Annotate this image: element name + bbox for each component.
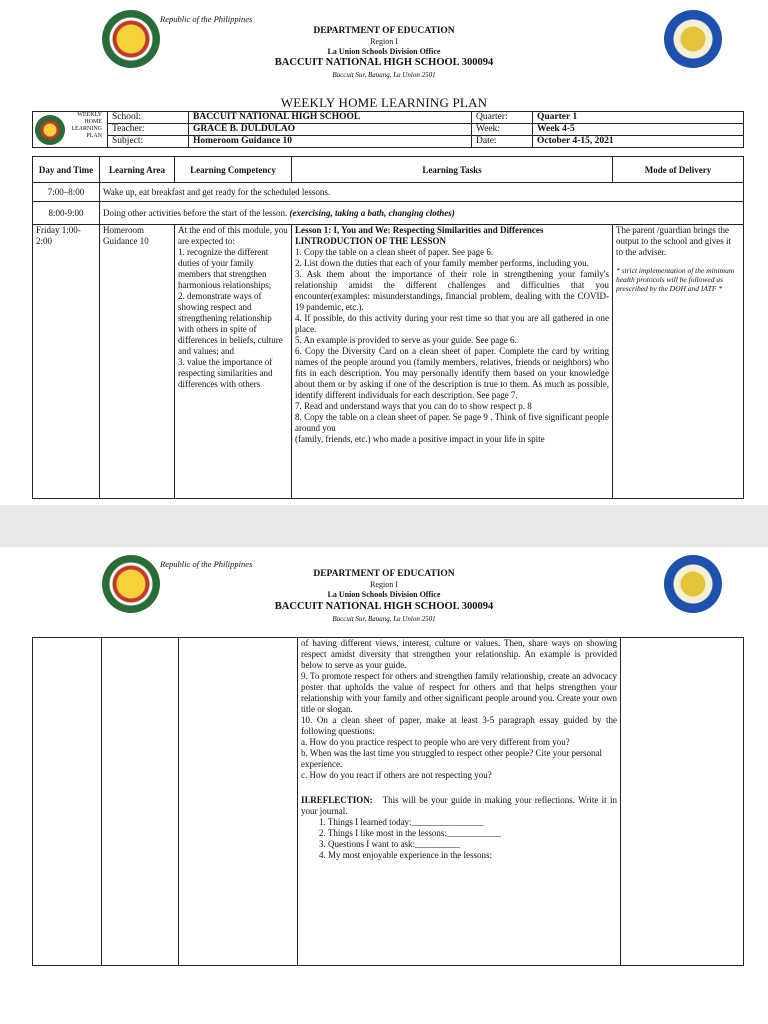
lesson-time <box>33 638 102 966</box>
reflection-item: 3. Questions I want to ask:__________ <box>319 839 460 849</box>
mini-label-line: WEEKLY <box>77 112 102 118</box>
col-day-time: Day and Time <box>33 157 100 183</box>
page-1 <box>0 0 768 505</box>
logo-cell <box>33 112 108 148</box>
reflection-text: This will be your guide in making your reflections. Write it in your journal. <box>301 795 617 816</box>
teacher-value: GRACE B. DULDULAO <box>189 124 472 136</box>
competency-cell <box>179 638 298 966</box>
school-address: Baccuit Sur, Bauang, La Union 2501 <box>332 615 436 623</box>
learning-plan-table-continued <box>32 637 744 966</box>
task-item: 7. Read and understand ways that you can do to show respect p. 8 <box>295 401 532 411</box>
competency-line: At the end of this module, you are expected to: <box>178 225 288 246</box>
row-activity <box>100 202 744 225</box>
quarter-value: Quarter 1 <box>533 112 744 124</box>
division-label: La Union Schools Division Office <box>327 590 441 599</box>
task-item: 9. To promote respect for others and strengthen family relationship, create an advocacy poster that upholds the value of respect for others and that helps strengthen your relationship with your family and other significant people around you. Create your own title or slogan. <box>301 671 617 714</box>
page-title: WEEKLY HOME LEARNING PLAN <box>280 95 488 110</box>
region-label: Region I <box>370 37 398 46</box>
task-item: 1. Copy the table on a clean sheet of paper. See page 6. <box>295 247 494 257</box>
school-name: BACCUIT NATIONAL HIGH SCHOOL 300094 <box>274 601 494 612</box>
task-item: 2. List down the duties that each of your family member performs, including you. <box>295 258 589 268</box>
info-table <box>32 111 744 148</box>
task-item: experience. <box>301 759 343 769</box>
section-introduction: I.INTRODUCTION OF THE LESSON <box>295 236 447 246</box>
mini-label-line: PLAN <box>86 133 102 139</box>
page-gap <box>0 505 768 547</box>
competency-line: 2. demonstrate ways of showing respect and strengthening relationship <box>178 291 272 323</box>
row-time: 8:00-9:00 <box>33 202 100 225</box>
competency-line: with others in spite of differences in beliefs, culture and values; and <box>178 324 283 356</box>
task-item: (family, friends, etc.) who made a positive impact in your life in spite <box>295 434 545 444</box>
reflection-item: 1. Things I learned today:________________ <box>319 817 484 827</box>
week-value: Week 4-5 <box>533 124 744 136</box>
col-learning-area: Learning Area <box>100 157 175 183</box>
col-mode-delivery: Mode of Delivery <box>613 157 744 183</box>
date-label: Date: <box>472 136 533 148</box>
learning-plan-table <box>32 156 744 499</box>
task-item: b. When was the last time you struggled to respect other people? Cite your personal <box>301 748 603 758</box>
task-item: 6. Copy the Diversity Card on a clean sheet of paper. Complete the card by writing names of the people around you (family members, relatives, friends or neighbors) who fits in each description. You may personally identify them based on your knowledge about them or by asking if one of the description is true to them. As much as possible, identify different individuals for each description. See page 7. <box>295 346 609 400</box>
activity-text: Doing other activities before the start of the lesson. <box>103 207 288 218</box>
page-2 <box>0 547 768 1024</box>
row-activity: Wake up, eat breakfast and get ready for the scheduled lessons. <box>100 183 744 202</box>
department-name: DEPARTMENT OF EDUCATION <box>313 26 455 36</box>
col-learning-tasks: Learning Tasks <box>292 157 613 183</box>
tasks-cell <box>292 225 613 499</box>
school-address: Baccuit Sur, Bauang, La Union 2501 <box>332 71 436 79</box>
quarter-label: Quarter: <box>472 112 533 124</box>
reflection-item: 4. My most enjoyable experience in the lessons: <box>319 850 492 860</box>
tasks-cell <box>298 638 621 966</box>
region-label: Region I <box>370 580 398 589</box>
school-label: School: <box>108 112 189 124</box>
task-item: 5. An example is provided to serve as your guide. See page 6. <box>295 335 517 345</box>
col-learning-competency: Learning Competency <box>175 157 292 183</box>
reflection-block <box>301 795 617 817</box>
reflection-item: 2. Things I like most in the lessons:____________ <box>319 828 501 838</box>
school-name: BACCUIT NATIONAL HIGH SCHOOL 300094 <box>274 57 494 68</box>
republic-label: Republic of the Philippines <box>160 14 253 24</box>
republic-label: Republic of the Philippines <box>160 559 253 569</box>
lesson-time: Friday 1:00-2:00 <box>33 225 100 499</box>
lesson-area: Homeroom Guidance 10 <box>100 225 175 499</box>
week-label: Week: <box>472 124 533 136</box>
teacher-label: Teacher: <box>108 124 189 136</box>
lesson-area <box>102 638 179 966</box>
division-label: La Union Schools Division Office <box>327 47 441 56</box>
mini-label-line: LEARNING <box>71 126 102 132</box>
competency-line: 3. value the importance of respecting similarities and differences with others <box>178 357 273 389</box>
task-item: c. How do you react if others are not respecting you? <box>301 770 492 780</box>
department-name: DEPARTMENT OF EDUCATION <box>313 569 455 579</box>
subject-value: Homeroom Guidance 10 <box>189 136 472 148</box>
date-value: October 4-15, 2021 <box>533 136 744 148</box>
mode-cell <box>621 638 744 966</box>
task-item: 10. On a clean sheet of paper, make at least 3-5 paragraph essay guided by the following questions: <box>301 715 617 736</box>
mode-note: * strict implementation of the minimum health protocols will be followed as prescribed by the DOH and IATF * <box>616 266 735 293</box>
task-item: 3. Ask them about the importance of their role in strengthening your family's relationship amidst the different challenges and difficulties that you encounter(examples: misunderstandings, financial problem, dealing with the COVID-19 pandemic, etc.). <box>295 269 609 312</box>
task-item: of having different views, interest, culture or values. Then, share ways on showing respect amidst diversity that strengthen your relationship. An example is provided below to serve as your guide. <box>301 638 617 670</box>
competency-line: 1. recognize the different duties of your family members that strengthen harmonious relationships; <box>178 247 272 290</box>
activity-examples: (exercising, taking a bath, changing clothes) <box>289 207 455 218</box>
section-reflection: II.REFLECTION: <box>301 795 373 805</box>
task-item: 4. If possible, do this activity during your rest time so that you are all gathered in one place. <box>295 313 609 334</box>
task-item: a. How do you practice respect to people who are very different from you? <box>301 737 570 747</box>
competency-cell <box>175 225 292 499</box>
row-time: 7:00–8:00 <box>33 183 100 202</box>
subject-label: Subject: <box>108 136 189 148</box>
lesson-title: Lesson 1: I, You and We: Respecting Similarities and Differences <box>295 225 544 235</box>
mode-cell <box>613 225 744 499</box>
task-item: 8. Copy the table on a clean sheet of paper. Se page 9 . Think of five significant people around you <box>295 412 609 433</box>
school-value: BACCUIT NATIONAL HIGH SCHOOL <box>189 112 472 124</box>
mini-label-line: HOME <box>84 119 102 125</box>
mode-text: The parent /guardian brings the output to the school and gives it to the adviser. <box>616 225 731 257</box>
reflection-list <box>301 817 617 861</box>
